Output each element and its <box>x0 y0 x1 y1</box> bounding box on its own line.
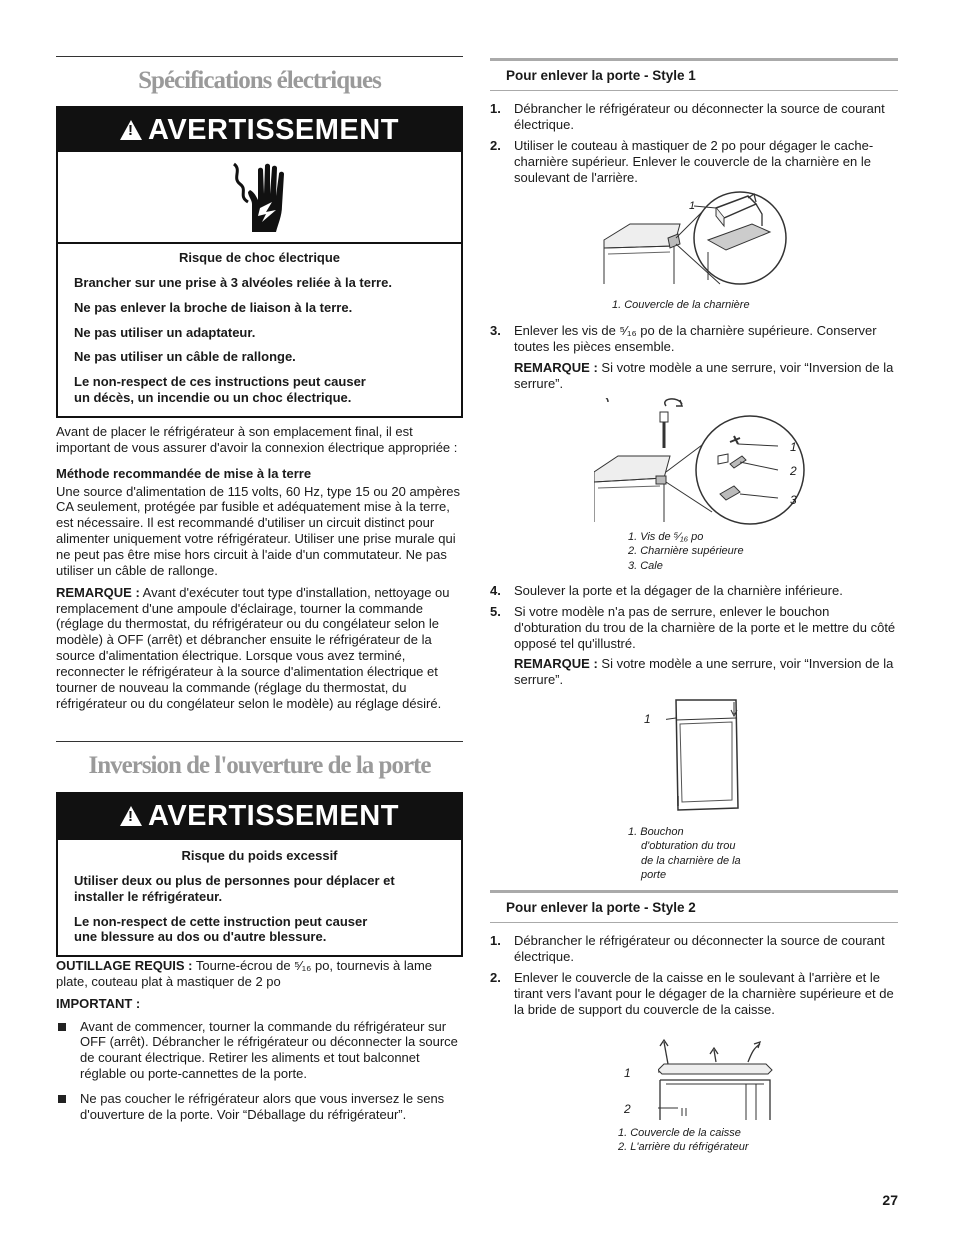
warning-body <box>58 838 461 955</box>
step-4: 4. Soulever la porte et la dégager de la charnière inférieure. <box>490 583 843 598</box>
step-text: Utiliser le couteau à mastiquer de 2 po pour dégager le cache-charnière supérieur. Enlever le couvercle de la charnière en le soulevant de l'arrière. <box>514 138 874 185</box>
warning-triangle-icon <box>120 120 142 140</box>
warning-risk: Risque du poids excessif <box>181 848 338 863</box>
warning-header <box>58 108 461 152</box>
warning-line: Ne pas utiliser un adaptateur. <box>74 324 256 340</box>
fig1-callout: 1 <box>689 200 696 212</box>
fig2-captions <box>628 530 744 573</box>
hinge-screws-illustration <box>594 398 874 528</box>
fig3-caption-line: porte <box>641 868 667 881</box>
door-warning-box <box>56 792 463 957</box>
warning-line: Ne pas enlever la broche de liaison à la terre. <box>74 299 353 315</box>
style1-steps-a <box>490 101 898 185</box>
remark-text: Avant d'exécuter tout type d'installation, nettoyage ou remplacement d'une ampoule d'éclairage, tourner la commande (réglage du thermostat, du réfrigérateur ou du congélateur selon le modèle) à OFF (arrêt) et débrancher ensuite le réfrigérateur de la source d'alimentation électrique. Lorsque vous avez terminé, reconnecter le réfrigérateur à la source d'alimentation électrique et tourner de nouveau la commande (réglage du thermostat, du réfrigérateur ou du congélateur selon le modèle) au réglage désiré. <box>56 584 450 711</box>
remark-label: REMARQUE : <box>514 359 598 375</box>
remark-text: Si votre modèle a une serrure, voir “Inversion de la serrure”. <box>514 656 894 688</box>
cabinet-cover-illustration <box>658 1036 788 1122</box>
page-number: 27 <box>882 1192 898 1208</box>
remark-label: REMARQUE : <box>514 656 598 672</box>
style1-remark2 <box>490 656 898 688</box>
fig3-callout: 1 <box>644 712 651 726</box>
ground-text: Une source d'alimentation de 115 volts, 60 Hz, type 15 ou 20 ampères CA seulement, protégée par fusible et adéquatement mise à la terre, est nécessaire. Il est recommandé d'utiliser un circuit distinct pour alimenter uniquement votre réfrigérateur. Utiliser une prise murale qui ne peut pas être mise hors circuit à l'aide d'un commutateur. Ne pas utiliser un câble de rallonge. <box>56 483 461 578</box>
ground-heading: Méthode recommandée de mise à la terre <box>56 465 312 481</box>
warning-line: Le non-respect de ces instructions peut causer un décès, un incendie ou un choc électrique. <box>74 374 366 406</box>
step-3: 3. Enlever les vis de ⁵⁄₁₆ po de la charnière supérieure. Conserver toutes les pièces ensemble. <box>490 323 877 354</box>
electrical-remark <box>56 585 463 712</box>
remark-label: REMARQUE : <box>56 584 140 600</box>
style2-heading: Pour enlever la porte - Style 2 <box>506 900 696 915</box>
fig2-callout-3: 3 <box>790 493 797 507</box>
tools-required <box>56 958 463 990</box>
fig2-caption: 2. Charnière supérieure <box>628 545 744 558</box>
style1-steps-c <box>490 583 898 694</box>
step-text: Débrancher le réfrigérateur ou déconnecter la source de courant électrique. <box>514 933 885 965</box>
top-rule <box>56 56 463 57</box>
fig3-caption-line: d'obturation du trou <box>641 840 736 853</box>
warning-line: Ne pas utiliser un câble de rallonge. <box>74 349 296 365</box>
important-list <box>56 1019 463 1123</box>
electrical-intro: Avant de placer le réfrigérateur à son emplacement final, il est important de vous assurer d'avoir la connexion électrique appropriée : <box>56 424 458 455</box>
style1-step3 <box>490 323 898 397</box>
fig2-callout-1: 1 <box>790 440 797 454</box>
style2-steps <box>490 933 898 1017</box>
shock-icon-area <box>58 152 461 244</box>
fig1-caption: 1. Couvercle de la charnière <box>612 299 750 311</box>
section-rule <box>56 741 463 742</box>
tools-label: OUTILLAGE REQUIS : <box>56 958 193 973</box>
fig4-callout-2: 2 <box>624 1102 631 1116</box>
list-item: Ne pas coucher le réfrigérateur alors que vous inversez le sens d'ouverture de la porte. Voir “Déballage du réfrigérateur”. <box>56 1091 463 1123</box>
electrical-warning-box <box>56 106 463 418</box>
fig4-captions <box>618 1126 749 1155</box>
door-text <box>56 958 463 1132</box>
style1-section <box>490 58 898 191</box>
step-5: 5. Si votre modèle n'a pas de serrure, enlever le bouchon d'obturation du trou de la charnière de la porte et le mettre du côté opposé tel qu'illustré. <box>490 603 896 651</box>
warning-line: Brancher sur une prise à 3 alvéoles reliée à la terre. <box>74 274 392 290</box>
step-text: Enlever les vis de ⁵⁄₁₆ po de la charnière supérieure. Conserver toutes les pièces ensemble. <box>514 323 877 354</box>
style2-section <box>490 890 898 1023</box>
tools-text: Tourne-écrou de ⁵⁄₁₆ po, tournevis à lame plate, couteau plat à mastiquer de 2 po <box>56 958 433 989</box>
style1-steps-b <box>490 323 898 355</box>
warning-header <box>58 794 461 838</box>
step-text: Débrancher le réfrigérateur ou déconnecter la source de courant électrique. <box>514 101 885 133</box>
step-2: 2. Enlever le couvercle de la caisse en le soulevant à l'arrière et le tirant vers l'avant pour le dégager de la charnière supérieure et de la bride de support du couvercle de la caisse. <box>490 970 894 1017</box>
fig3-caption <box>628 825 741 882</box>
warning-body <box>58 244 461 416</box>
step-text: Soulever la porte et la dégager de la charnière inférieure. <box>514 583 843 598</box>
steps-list <box>490 583 898 651</box>
electrical-text <box>56 424 463 718</box>
important-label: IMPORTANT : <box>56 995 141 1011</box>
fig2-caption: 1. Vis de ⁵⁄₁₆ po <box>628 531 704 543</box>
hinge-cover-illustration <box>590 188 890 300</box>
fig2-caption: 3. Cale <box>628 559 663 572</box>
fig4-callout-1: 1 <box>624 1066 631 1080</box>
list-item: Avant de commencer, tourner la commande du réfrigérateur sur OFF (arrêt). Débrancher le réfrigérateur ou déconnecter la source de courant électrique. Retirer les aliments et tout balconnet réglable ou porte-cannettes de la porte. <box>56 1019 463 1082</box>
step-text: Enlever le couvercle de la caisse en le soulevant à l'arrière et le tirant vers l'avant pour le dégager de la charnière supérieure et de la bride de support du couvercle de la caisse. <box>514 970 894 1017</box>
door-plug-illustration <box>666 696 766 816</box>
remark-text: Si votre modèle a une serrure, voir “Inversion de la serrure”. <box>514 359 894 391</box>
step-text: Si votre modèle n'a pas de serrure, enlever le bouchon d'obturation du trou de la charnière de la porte et le mettre du côté opposé tel qu'illustré. <box>514 603 896 651</box>
heading-rule-thin <box>490 90 898 91</box>
warning-header-text: AVERTISSEMENT <box>148 114 399 146</box>
warning-triangle-icon <box>120 806 142 826</box>
warning-header-text: AVERTISSEMENT <box>148 800 399 832</box>
warning-line: Utiliser deux ou plus de personnes pour déplacer et installer le réfrigérateur. <box>74 872 395 904</box>
electric-shock-hand-icon <box>228 160 298 236</box>
fig2-callout-2: 2 <box>790 464 797 478</box>
warning-line: Le non-respect de cette instruction peut causer une blessure au dos ou d'autre blessure. <box>74 913 368 945</box>
style1-remark <box>490 360 898 392</box>
step-1: 1. Débrancher le réfrigérateur ou déconnecter la source de courant électrique. <box>490 101 885 133</box>
fig4-caption: 2. L'arrière du réfrigérateur <box>618 1141 749 1154</box>
fig3-caption-line: de la charnière de la <box>641 854 741 867</box>
heading-rule-thin <box>490 922 898 923</box>
fig4-caption: 1. Couvercle de la caisse <box>618 1127 741 1139</box>
style1-heading: Pour enlever la porte - Style 1 <box>506 68 696 83</box>
step-2: 2. Utiliser le couteau à mastiquer de 2 po pour dégager le cache-charnière supérieur. Enlever le couvercle de la charnière en le soulevant de l'arrière. <box>490 138 874 185</box>
section-title-door: Inversion de l'ouverture de la porte <box>88 752 431 779</box>
fig3-caption-line: 1. Bouchon <box>628 826 684 838</box>
section-title-electrical: Spécifications électriques <box>138 67 381 94</box>
step-1: 1. Débrancher le réfrigérateur ou déconnecter la source de courant électrique. <box>490 933 885 965</box>
warning-risk: Risque de choc électrique <box>178 250 341 265</box>
